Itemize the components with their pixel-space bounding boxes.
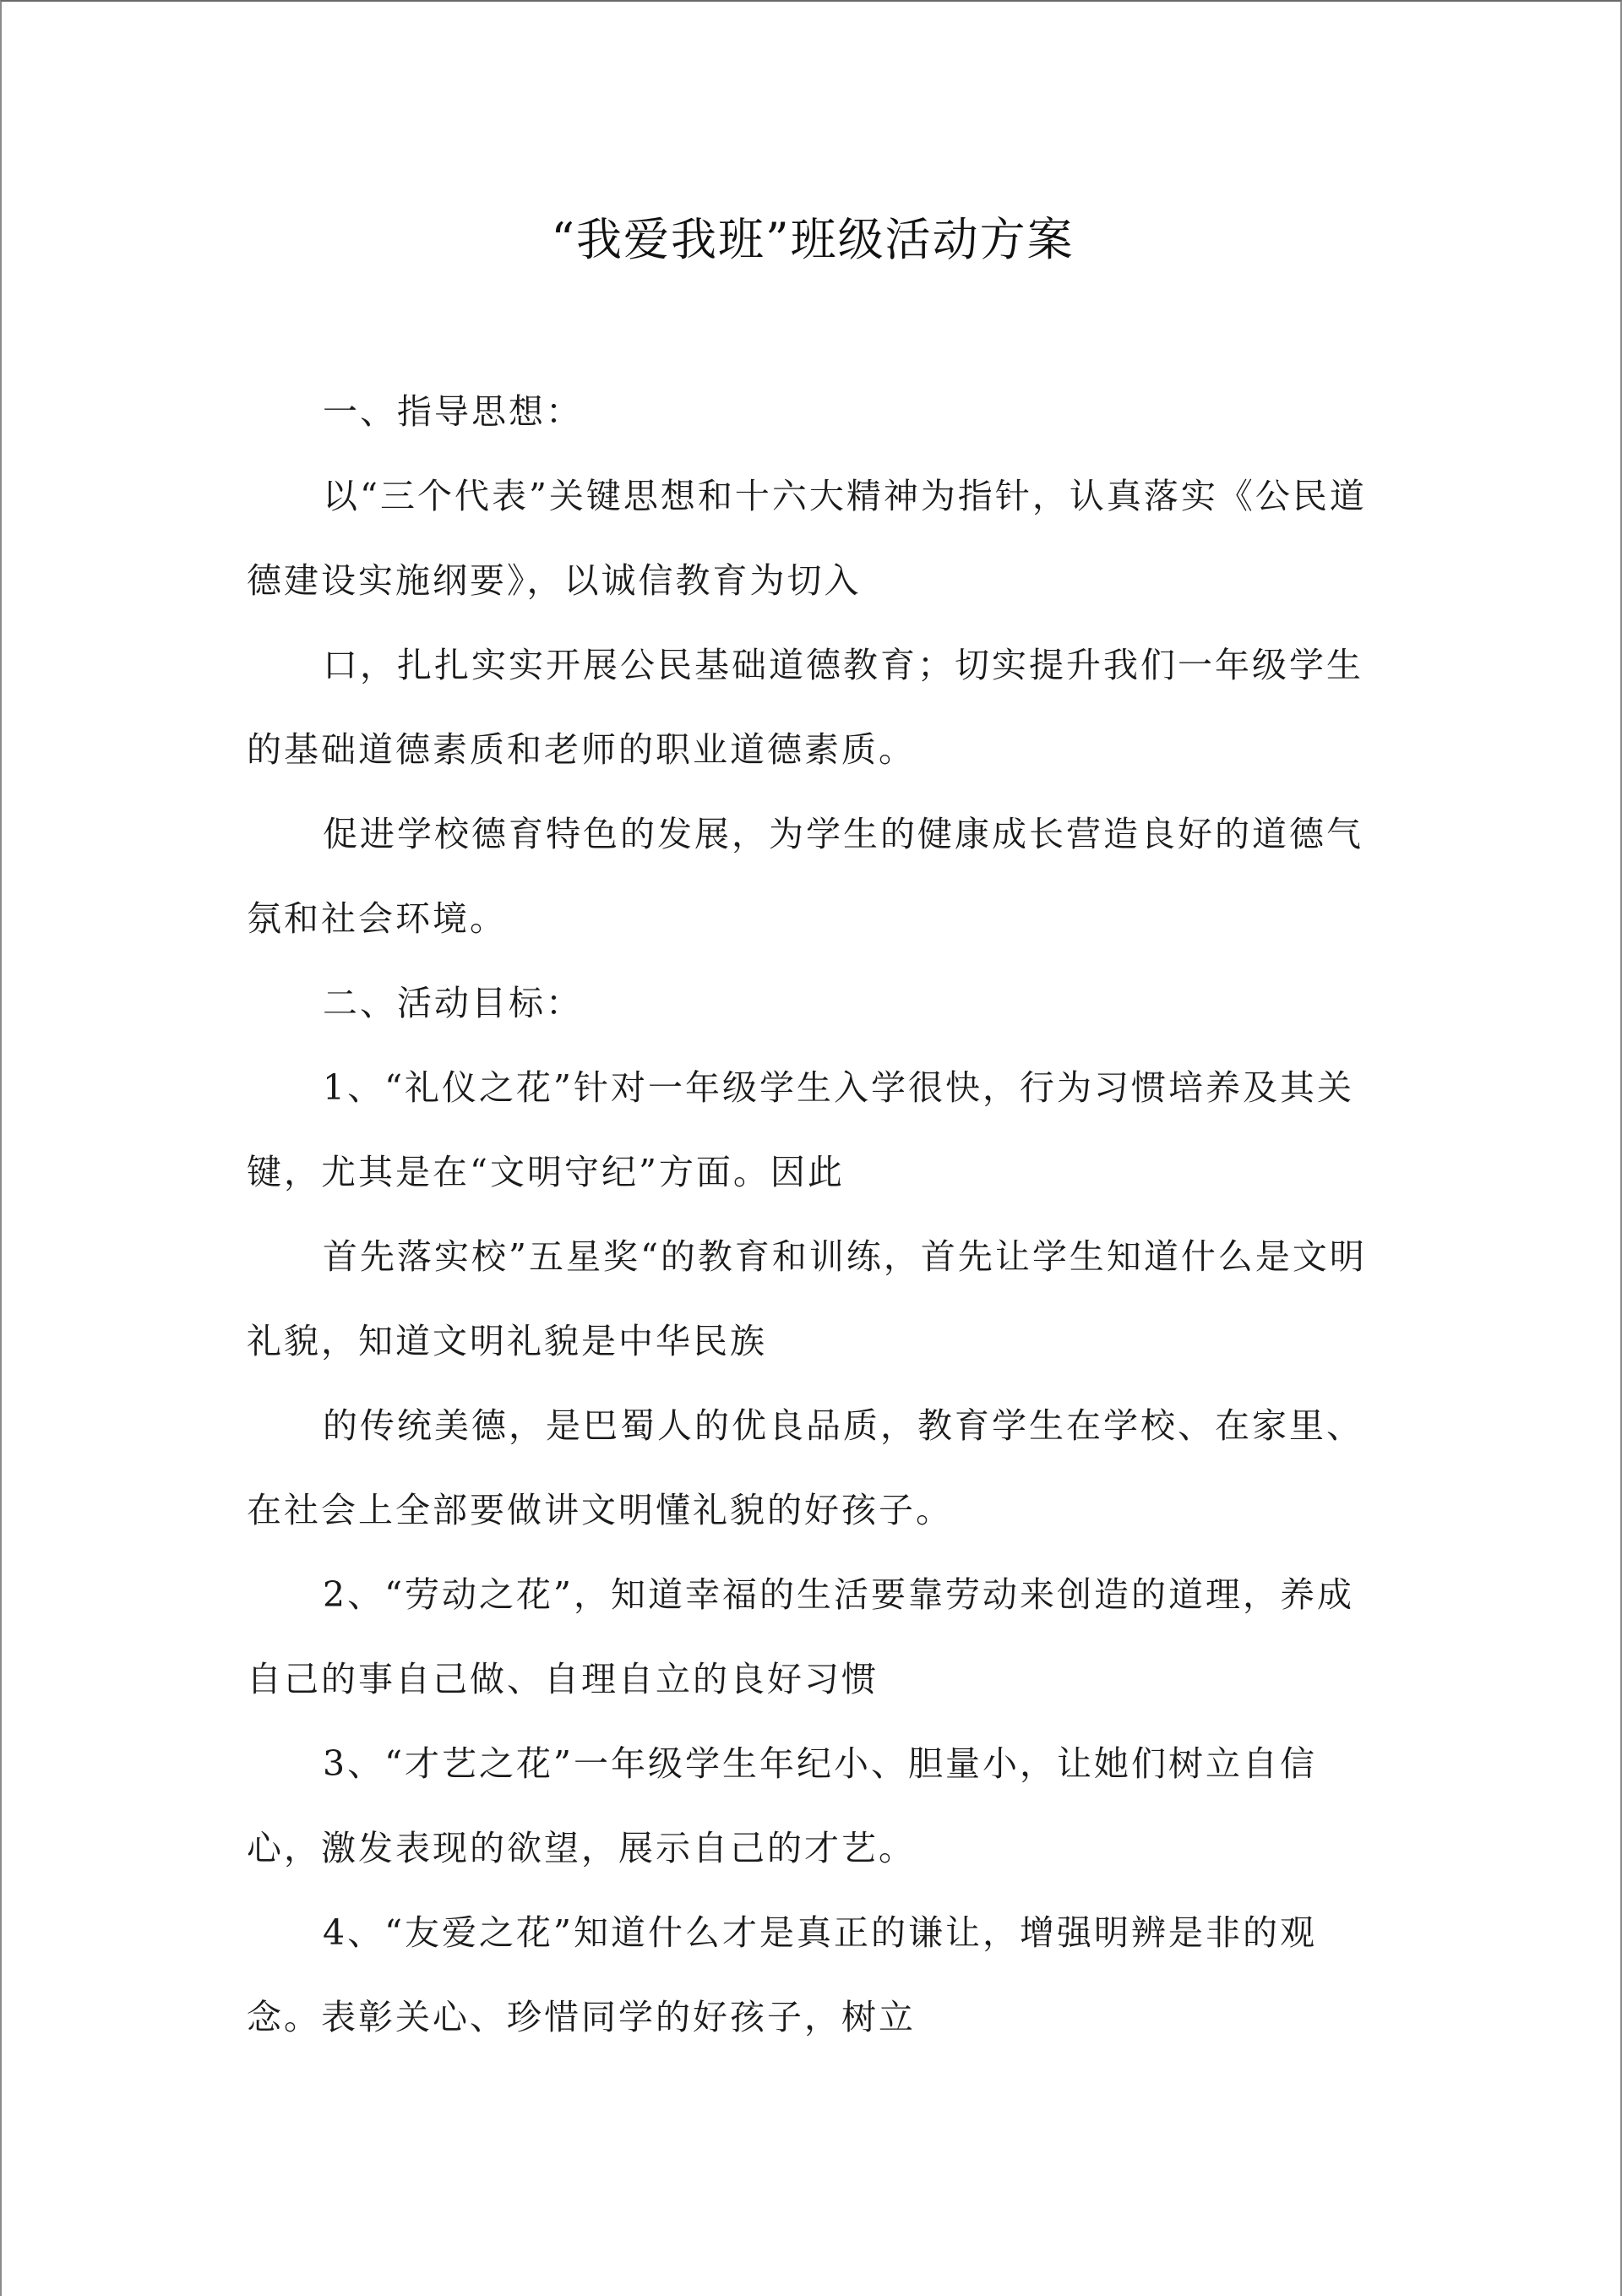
- section-heading-activity-goals: 二、活动目标：: [323, 983, 583, 1023]
- document-body: [247, 369, 1379, 2059]
- paragraph: 口，扎扎实实开展公民基础道德教育；切实提升我们一年级学生的基础道德素质和老师的职业道德素质。: [247, 645, 1363, 770]
- goal-item-etiquette: 1、“礼仪之花”针对一年级学生入学很快，行为习惯培养及其关键，尤其是在“文明守纪”方面。因此: [247, 1067, 1355, 1192]
- paragraph: 以“三个代表”关键思想和十六大精神为指针，认真落实《公民道德建设实施纲要》，以诚信教育为切入: [247, 476, 1367, 601]
- paragraph: 首先落实校”五星奖“的教育和训练，首先让学生知道什么是文明礼貌，知道文明礼貌是中华民族: [247, 1236, 1367, 1361]
- section-heading-guiding-thought: 一、指导思想：: [323, 391, 583, 432]
- goal-item-talent: 3、“才艺之花”一年级学生年纪小、胆量小，让她们树立自信心，激发表现的欲望，展示自己的才艺。: [247, 1743, 1318, 1868]
- goal-item-labor: 2、“劳动之花”，知道幸福的生活要靠劳动来创造的道理，养成自己的事自己做、自理自立的良好习惯: [247, 1574, 1355, 1699]
- paragraph: 的传统美德，是巴蜀人的优良品质，教育学生在学校、在家里、在社会上全部要做讲文明懂礼貌的好孩子。: [247, 1405, 1363, 1530]
- goal-item-friendship: 4、“友爱之花”知道什么才是真正的谦让，增强明辨是非的观念。表彰关心、珍惜同学的好孩子，树立: [247, 1912, 1318, 2037]
- paragraph: 促进学校德育特色的发展，为学生的健康成长营造良好的道德气氛和社会环境。: [247, 814, 1363, 939]
- document-title: “我爱我班”班级活动方案: [551, 213, 1075, 266]
